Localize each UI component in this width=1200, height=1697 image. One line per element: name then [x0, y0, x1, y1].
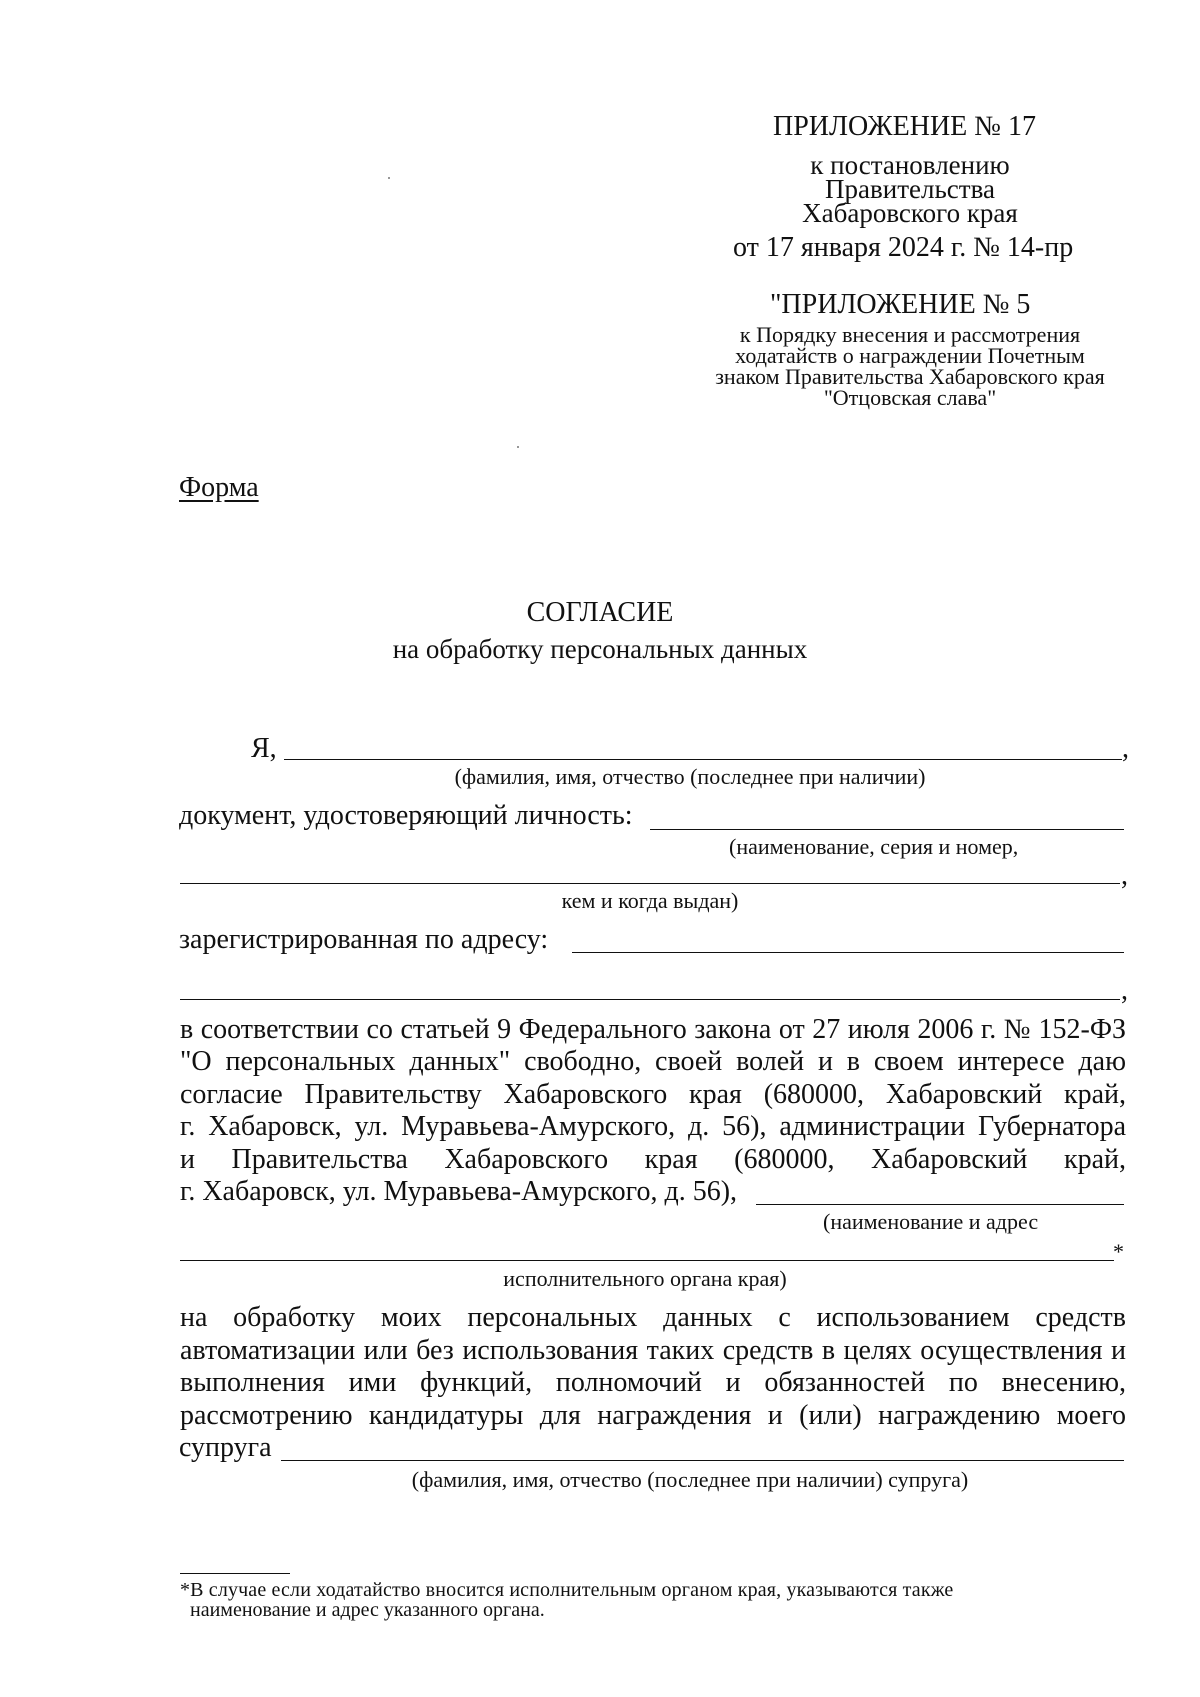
address-line-2 — [180, 999, 1120, 1000]
scan-speck — [517, 446, 519, 448]
i-prefix: Я, — [251, 733, 277, 764]
id-doc-caption-2: кем и когда выдан) — [561, 888, 739, 913]
org-asterisk: * — [1113, 1239, 1124, 1264]
paragraph1-line-2: "О персональных данных" свободно, своей волей и в своем интересе даю — [180, 1046, 1126, 1077]
scan-speck — [388, 177, 390, 179]
fio-line — [284, 759, 1122, 760]
inner-appendix-line-4: "Отцовская слава" — [823, 385, 997, 410]
inner-appendix-line-2: ходатайств о награждении Почетным — [735, 343, 1085, 368]
address-comma: , — [1121, 975, 1128, 1006]
spouse-label: супруга — [179, 1432, 272, 1463]
spouse-caption: (фамилия, имя, отчество (последнее при наличии) супруга) — [411, 1467, 969, 1492]
paragraph2-line-1: на обработку моих персональных данных с использованием средств — [180, 1302, 1126, 1333]
paragraph1-line-3: согласие Правительству Хабаровского края (680000, Хабаровский край, — [180, 1079, 1126, 1110]
paragraph1-line-1: в соответствии со статьей 9 Федерального закона от 27 июля 2006 г. № 152-ФЗ — [180, 1014, 1126, 1045]
id-doc-comma: , — [1121, 860, 1128, 891]
fio-comma: , — [1122, 733, 1129, 764]
appendix-title: ПРИЛОЖЕНИЕ № 17 — [773, 111, 1036, 142]
paragraph1-line-6: г. Хабаровск, ул. Муравьева-Амурского, д. 56), — [180, 1176, 738, 1207]
footnote-line-1: *В случае если ходатайство вносится исполнительным органом края, указываются также — [180, 1579, 954, 1601]
org-line-2 — [180, 1260, 1114, 1261]
doc-title: СОГЛАСИЕ — [526, 597, 674, 628]
org-caption-1: (наименование и адрес — [823, 1209, 1039, 1234]
inner-appendix-line-1: к Порядку внесения и рассмотрения — [739, 322, 1081, 347]
spouse-line — [281, 1460, 1124, 1461]
inner-appendix-line-3: знаком Правительства Хабаровского края — [715, 364, 1105, 389]
id-doc-label: документ, удостоверяющий личность: — [179, 800, 633, 831]
org-caption-2: исполнительного органа края) — [503, 1266, 787, 1291]
address-label: зарегистрированная по адресу: — [179, 924, 549, 955]
paragraph2-line-3: выполнения ими функций, полномочий и обязанностей по внесению, — [180, 1367, 1126, 1398]
paragraph1-line-4: г. Хабаровск, ул. Муравьева-Амурского, д. 56), администрации Губернатора — [180, 1111, 1126, 1142]
id-doc-line — [650, 829, 1124, 830]
header-line-1: к постановлению — [810, 150, 1010, 180]
doc-subtitle: на обработку персональных данных — [392, 634, 808, 664]
paragraph2-line-4: рассмотрению кандидатуры для награждения и (или) награждению моего — [180, 1400, 1126, 1431]
id-doc-caption-1: (наименование, серия и номер, — [729, 834, 1019, 859]
inner-appendix-title: "ПРИЛОЖЕНИЕ № 5 — [770, 289, 1031, 320]
header-line-3: Хабаровского края — [802, 198, 1018, 228]
paragraph2-line-2: автоматизации или без использования таких средств в целях осуществления и — [180, 1335, 1126, 1366]
header-line-2: Правительства — [825, 174, 995, 204]
id-doc-line-2 — [180, 883, 1120, 884]
header-date-number: от 17 января 2024 г. № 14-пр — [733, 232, 1074, 263]
org-line-1 — [756, 1204, 1124, 1205]
paragraph1-line-5: и Правительства Хабаровского края (680000, Хабаровский край, — [180, 1144, 1126, 1175]
fio-caption: (фамилия, имя, отчество (последнее при наличии) — [454, 764, 926, 789]
footnote-line-2: наименование и адрес указанного органа. — [190, 1599, 545, 1621]
address-line-1 — [572, 952, 1124, 953]
footnote-separator — [180, 1573, 290, 1574]
form-label: Форма — [179, 472, 259, 503]
